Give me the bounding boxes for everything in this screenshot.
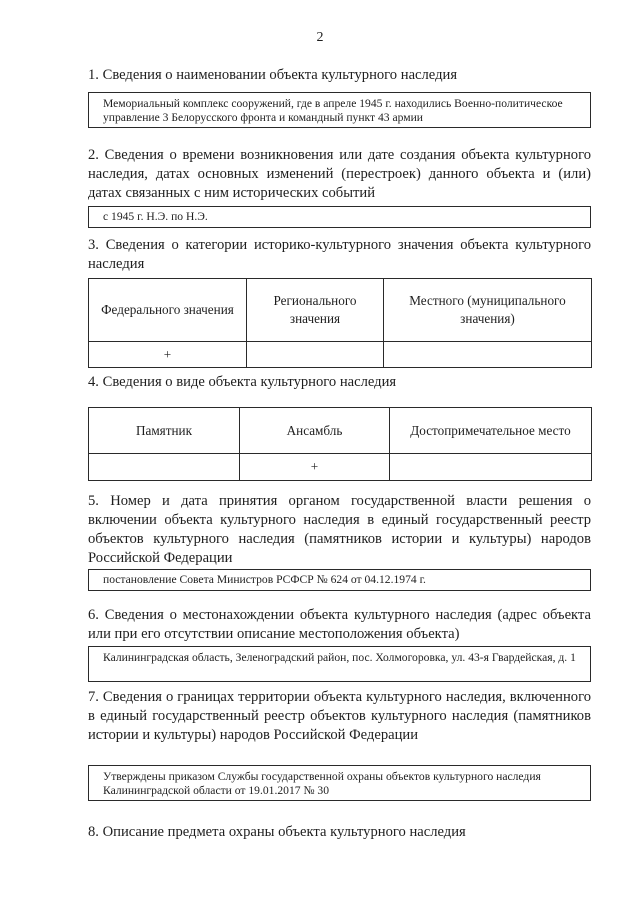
type-landmark-header: Достопримечательное место — [390, 408, 592, 454]
object-name-box: Мемориальный комплекс сооружений, где в апреле 1945 г. находились Военно-политическое управление 3 Белорусского фронта и командный пункт 43 армии — [88, 92, 591, 128]
section-1-heading: 1. Сведения о наименовании объекта культурного наследия — [88, 67, 458, 83]
category-header-row — [89, 279, 592, 342]
section-4-heading: 4. Сведения о виде объекта культурного наследия — [88, 374, 397, 390]
category-local-mark — [384, 342, 592, 368]
category-federal-mark: + — [89, 342, 247, 368]
section-5-heading: 5. Номер и дата принятия органом государственной власти решения о включении объекта культурного наследия в единый государственный реестр объектов культурного наследия (памятников истории и культуры) народов Российской Федерации — [88, 493, 591, 566]
type-monument-header: Памятник — [89, 408, 240, 454]
type-table — [88, 407, 592, 481]
type-ensemble-mark: + — [240, 454, 390, 481]
type-mark-row — [89, 454, 592, 481]
territory-boundaries-box: Утверждены приказом Службы государственной охраны объектов культурного наследия Калининградской области от 19.01.2017 № 30 — [88, 765, 591, 801]
registry-decision-box: постановление Совета Министров РСФСР № 624 от 04.12.1974 г. — [88, 569, 591, 591]
category-federal-header: Федерального значения — [89, 279, 247, 342]
section-6-heading: 6. Сведения о местонахождении объекта культурного наследия (адрес объекта или при его отсутствии описание местоположения объекта) — [88, 607, 591, 642]
category-mark-row — [89, 342, 592, 368]
section-8-heading: 8. Описание предмета охраны объекта культурного наследия — [88, 824, 466, 840]
type-header-row — [89, 408, 592, 454]
page-number: 2 — [316, 30, 324, 45]
section-2-heading: 2. Сведения о времени возникновения или дате создания объекта культурного наследия, датах основных изменений (перестроек) данного объекта и (или) датах связанных с ним исторических событий — [88, 147, 591, 201]
section-7-heading: 7. Сведения о границах территории объекта культурного наследия, включенного в единый государственный реестр объектов культурного наследия (памятников истории и культуры) народов Российской Федерации — [88, 689, 591, 743]
location-box: Калининградская область, Зеленоградский район, пос. Холмогоровка, ул. 43-я Гвардейская, д. 1 — [88, 646, 591, 682]
category-table — [88, 278, 592, 368]
category-local-header: Местного (муниципального значения) — [384, 279, 592, 342]
section-3-heading: 3. Сведения о категории историко-культурного значения объекта культурного наследия — [88, 237, 591, 272]
type-landmark-mark — [390, 454, 592, 481]
category-regional-header: Регионального значения — [247, 279, 384, 342]
creation-date-box: с 1945 г. Н.Э. по Н.Э. — [88, 206, 591, 228]
type-monument-mark — [89, 454, 240, 481]
category-regional-mark — [247, 342, 384, 368]
type-ensemble-header: Ансамбль — [240, 408, 390, 454]
